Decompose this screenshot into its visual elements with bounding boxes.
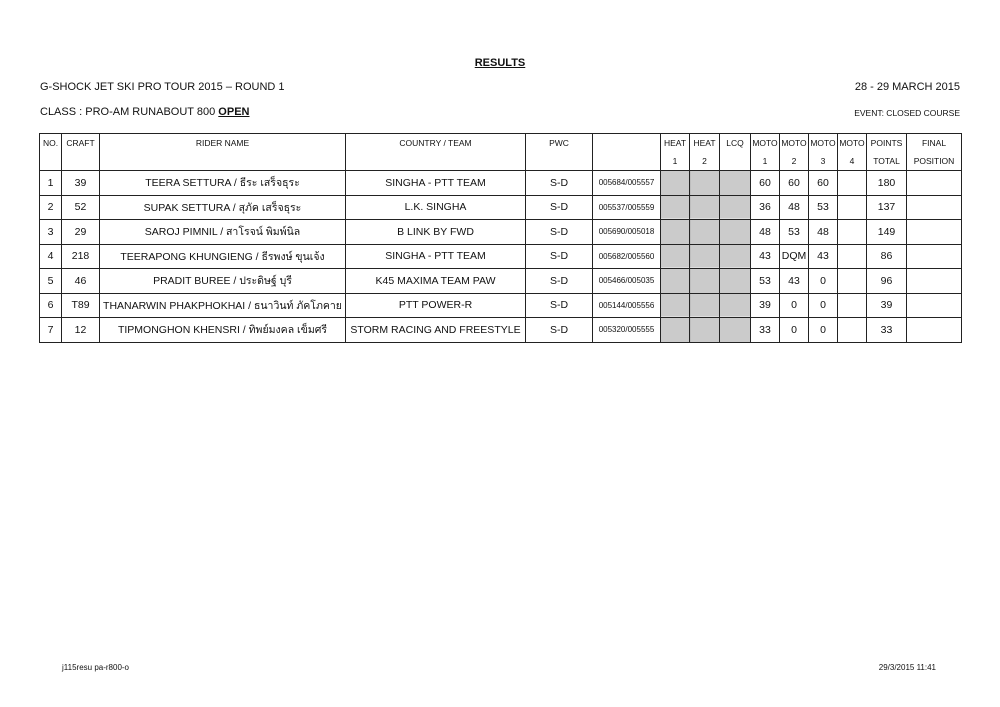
- header-final: FINAL: [907, 134, 962, 152]
- cell-moto3: 60: [809, 171, 838, 196]
- cell-moto3: 48: [809, 220, 838, 245]
- header-moto4: MOTO: [838, 134, 867, 152]
- cell-no: 2: [40, 195, 62, 220]
- cell-points: 39: [867, 293, 907, 318]
- header-heat1: HEAT: [661, 134, 690, 152]
- header-craft: CRAFT: [62, 134, 100, 152]
- cell-moto4: [838, 244, 867, 269]
- cell-no: 7: [40, 318, 62, 343]
- cell-final: [907, 293, 962, 318]
- cell-points: 96: [867, 269, 907, 294]
- header-pwc-id-cont: [593, 151, 661, 171]
- cell-rider: TIPMONGHON KHENSRI / ทิพย์มงคล เข็มศรี: [100, 318, 346, 343]
- header-heat2: HEAT: [690, 134, 720, 152]
- header-heat2-number: 2: [690, 151, 720, 171]
- footer-file-code: j115resu pa-r800-o: [62, 663, 130, 672]
- table-row: [40, 318, 962, 343]
- header-heat1-number: 1: [661, 151, 690, 171]
- cell-heat2: [690, 244, 720, 269]
- cell-heat1: [661, 195, 690, 220]
- cell-lcq: [720, 220, 751, 245]
- cell-moto2: 0: [780, 318, 809, 343]
- table-row: [40, 244, 962, 269]
- cell-moto2: 0: [780, 293, 809, 318]
- cell-moto3: 0: [809, 269, 838, 294]
- table-row: [40, 171, 962, 196]
- cell-craft: 52: [62, 195, 100, 220]
- cell-pwc-id: 005144/005556: [593, 293, 661, 318]
- cell-craft: 218: [62, 244, 100, 269]
- cell-lcq: [720, 195, 751, 220]
- cell-pwc-id: 005690/005018: [593, 220, 661, 245]
- header-moto2: MOTO: [780, 134, 809, 152]
- header-lcq-cont: [720, 151, 751, 171]
- event-type: EVENT: CLOSED COURSE: [854, 108, 960, 118]
- cell-lcq: [720, 318, 751, 343]
- cell-no: 1: [40, 171, 62, 196]
- cell-points: 137: [867, 195, 907, 220]
- cell-moto4: [838, 220, 867, 245]
- event-name: G-SHOCK JET SKI PRO TOUR 2015 – ROUND 1: [40, 81, 285, 93]
- cell-no: 3: [40, 220, 62, 245]
- header-rider-cont: [100, 151, 346, 171]
- cell-team: B LINK BY FWD: [346, 220, 526, 245]
- header-moto3-number: 3: [809, 151, 838, 171]
- cell-pwc-id: 005682/005560: [593, 244, 661, 269]
- cell-craft: 39: [62, 171, 100, 196]
- cell-rider: TEERAPONG KHUNGIENG / ธีรพงษ์ ขุนเจ้ง: [100, 244, 346, 269]
- cell-moto2: DQM: [780, 244, 809, 269]
- cell-pwc: S-D: [526, 171, 593, 196]
- cell-pwc: S-D: [526, 293, 593, 318]
- cell-pwc: S-D: [526, 269, 593, 294]
- cell-moto4: [838, 293, 867, 318]
- results-table: [39, 133, 962, 343]
- cell-moto1: 53: [751, 269, 780, 294]
- header-moto4-number: 4: [838, 151, 867, 171]
- cell-no: 4: [40, 244, 62, 269]
- table-row: [40, 269, 962, 294]
- header-pwc-id: [593, 134, 661, 152]
- header-no: NO.: [40, 134, 62, 152]
- cell-rider: TEERA SETTURA / ธีระ เสร็จธุระ: [100, 171, 346, 196]
- cell-pwc-id: 005466/005035: [593, 269, 661, 294]
- cell-heat2: [690, 171, 720, 196]
- cell-heat1: [661, 171, 690, 196]
- cell-final: [907, 269, 962, 294]
- header-lcq: LCQ: [720, 134, 751, 152]
- cell-heat2: [690, 318, 720, 343]
- cell-pwc: S-D: [526, 195, 593, 220]
- cell-moto1: 36: [751, 195, 780, 220]
- cell-moto4: [838, 171, 867, 196]
- cell-moto4: [838, 195, 867, 220]
- cell-no: 6: [40, 293, 62, 318]
- cell-pwc: S-D: [526, 220, 593, 245]
- cell-team: STORM RACING AND FREESTYLE: [346, 318, 526, 343]
- cell-team: SINGHA - PTT TEAM: [346, 244, 526, 269]
- table-header-row: [40, 151, 962, 171]
- cell-moto3: 0: [809, 318, 838, 343]
- cell-moto2: 43: [780, 269, 809, 294]
- cell-team: PTT POWER-R: [346, 293, 526, 318]
- cell-moto1: 43: [751, 244, 780, 269]
- cell-team: K45 MAXIMA TEAM PAW: [346, 269, 526, 294]
- cell-craft: T89: [62, 293, 100, 318]
- header-final-position: POSITION: [907, 151, 962, 171]
- cell-lcq: [720, 293, 751, 318]
- header-points: POINTS: [867, 134, 907, 152]
- cell-heat2: [690, 293, 720, 318]
- cell-team: L.K. SINGHA: [346, 195, 526, 220]
- cell-moto2: 53: [780, 220, 809, 245]
- cell-moto2: 60: [780, 171, 809, 196]
- cell-final: [907, 195, 962, 220]
- cell-lcq: [720, 171, 751, 196]
- cell-points: 180: [867, 171, 907, 196]
- cell-moto3: 53: [809, 195, 838, 220]
- cell-heat2: [690, 269, 720, 294]
- cell-moto1: 48: [751, 220, 780, 245]
- class-name: CLASS : PRO-AM RUNABOUT 800: [40, 106, 216, 118]
- class-open-label: OPEN: [218, 106, 250, 118]
- cell-team: SINGHA - PTT TEAM: [346, 171, 526, 196]
- table-row: [40, 220, 962, 245]
- cell-final: [907, 244, 962, 269]
- header-moto2-number: 2: [780, 151, 809, 171]
- header-moto1-number: 1: [751, 151, 780, 171]
- footer-timestamp: 29/3/2015 11:41: [878, 663, 936, 672]
- header-moto3: MOTO: [809, 134, 838, 152]
- table-row: [40, 293, 962, 318]
- cell-moto2: 48: [780, 195, 809, 220]
- cell-points: 149: [867, 220, 907, 245]
- cell-final: [907, 171, 962, 196]
- cell-pwc: S-D: [526, 318, 593, 343]
- cell-final: [907, 318, 962, 343]
- cell-heat1: [661, 220, 690, 245]
- header-craft-cont: [62, 151, 100, 171]
- cell-rider: SAROJ PIMNIL / สาโรจน์ พิมพ์นิล: [100, 220, 346, 245]
- cell-moto3: 43: [809, 244, 838, 269]
- cell-moto1: 33: [751, 318, 780, 343]
- header-moto1: MOTO: [751, 134, 780, 152]
- cell-moto1: 39: [751, 293, 780, 318]
- cell-rider: PRADIT BUREE / ประดิษฐ์ บุรี: [100, 269, 346, 294]
- cell-pwc: S-D: [526, 244, 593, 269]
- cell-rider: SUPAK SETTURA / สุภัค เสร็จธุระ: [100, 195, 346, 220]
- cell-pwc-id: 005320/005555: [593, 318, 661, 343]
- cell-heat2: [690, 195, 720, 220]
- page-title: RESULTS: [474, 57, 526, 69]
- cell-craft: 46: [62, 269, 100, 294]
- event-dates: 28 - 29 MARCH 2015: [854, 81, 960, 93]
- cell-points: 33: [867, 318, 907, 343]
- cell-points: 86: [867, 244, 907, 269]
- cell-lcq: [720, 269, 751, 294]
- cell-craft: 12: [62, 318, 100, 343]
- header-pwc-cont: [526, 151, 593, 171]
- cell-heat1: [661, 318, 690, 343]
- header-pwc: PWC: [526, 134, 593, 152]
- cell-moto3: 0: [809, 293, 838, 318]
- cell-heat1: [661, 244, 690, 269]
- cell-heat1: [661, 269, 690, 294]
- table-header-row: [40, 134, 962, 152]
- header-no-cont: [40, 151, 62, 171]
- cell-craft: 29: [62, 220, 100, 245]
- cell-moto4: [838, 318, 867, 343]
- cell-moto4: [838, 269, 867, 294]
- cell-lcq: [720, 244, 751, 269]
- header-rider: RIDER NAME: [100, 134, 346, 152]
- cell-no: 5: [40, 269, 62, 294]
- header-team-cont: [346, 151, 526, 171]
- cell-heat1: [661, 293, 690, 318]
- cell-pwc-id: 005684/005557: [593, 171, 661, 196]
- header-team: COUNTRY / TEAM: [346, 134, 526, 152]
- cell-pwc-id: 005537/005559: [593, 195, 661, 220]
- cell-heat2: [690, 220, 720, 245]
- cell-rider: THANARWIN PHAKPHOKHAI / ธนาวินท์ ภัคโภคาย: [100, 293, 346, 318]
- header-points-total: TOTAL: [867, 151, 907, 171]
- table-row: [40, 195, 962, 220]
- class-label: [40, 106, 249, 118]
- cell-final: [907, 220, 962, 245]
- cell-moto1: 60: [751, 171, 780, 196]
